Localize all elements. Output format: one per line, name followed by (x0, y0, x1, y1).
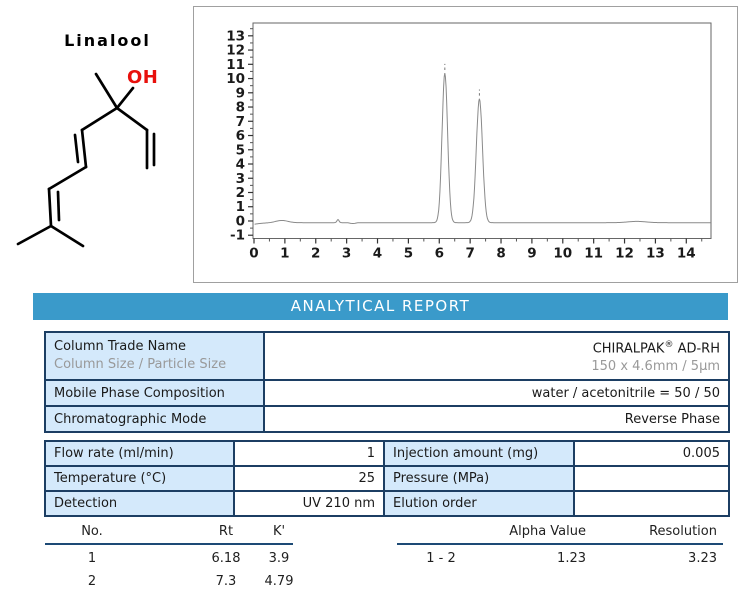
report-title-banner: ANALYTICAL REPORT (33, 293, 728, 320)
table-row (45, 380, 729, 406)
results-header-no: No. (81, 524, 103, 539)
resolution-header: Resolution (649, 524, 717, 539)
svg-text:11: 11 (584, 245, 604, 262)
svg-text:6: 6 (434, 245, 444, 262)
svg-text:9: 9 (235, 85, 245, 102)
mobile-phase-value: water / acetonitrile = 50 / 50 (264, 380, 729, 406)
value-main: CHIRALPAK® AD-RH (592, 340, 720, 357)
svg-text:2: 2 (311, 245, 321, 262)
chromatographic-mode-value: Reverse Phase (264, 406, 729, 432)
registered-mark: ® (664, 340, 674, 350)
alpha-value: 1.23 (557, 551, 586, 566)
svg-text:1: 1 (235, 199, 245, 216)
chromatogram-figure (193, 6, 738, 283)
svg-text:8: 8 (496, 245, 506, 262)
conditions-table (44, 440, 730, 517)
table-row (45, 406, 729, 432)
elution-order-label: Elution order (384, 491, 574, 516)
svg-text:12: 12 (226, 42, 245, 59)
svg-text:7: 7 (465, 245, 475, 262)
table-row (45, 466, 729, 491)
svg-text:5: 5 (403, 245, 414, 262)
value-sub: 150 x 4.6mm / 5µm (591, 359, 720, 375)
svg-text:2: 2 (235, 184, 245, 201)
svg-text:6: 6 (235, 128, 245, 145)
chromatogram-plot (194, 7, 737, 282)
svg-text:11: 11 (226, 56, 245, 73)
svg-text:8: 8 (235, 99, 245, 116)
svg-text:13: 13 (646, 245, 665, 262)
label-main: Column Trade Name (54, 339, 186, 355)
alpha-header: Alpha Value (509, 524, 586, 539)
column-trade-name-value (264, 332, 729, 380)
svg-text:7: 7 (235, 113, 245, 130)
table-row (45, 491, 729, 516)
svg-text:4: 4 (372, 245, 383, 262)
result-rt: 6.18 (211, 551, 241, 566)
results-header-rule (45, 543, 293, 545)
result-k: 3.9 (268, 551, 290, 566)
result-rt: 7.3 (215, 574, 237, 589)
separation-header-rule (397, 543, 723, 545)
results-header-rt: Rt (218, 524, 234, 539)
svg-text:4: 4 (235, 156, 245, 173)
result-k: 4.79 (264, 574, 294, 589)
svg-text:3: 3 (341, 245, 352, 262)
svg-text:10: 10 (226, 71, 245, 88)
molecule-structure (0, 0, 190, 270)
pressure-label: Pressure (MPa) (384, 466, 574, 491)
svg-text:10: 10 (553, 245, 573, 262)
svg-text:1: 1 (280, 245, 290, 262)
result-no: 2 (87, 574, 97, 589)
svg-text:13: 13 (226, 28, 245, 45)
label-sub: Column Size / Particle Size (54, 357, 227, 373)
detection-label: Detection (45, 491, 234, 516)
results-header-k: K' (272, 524, 286, 539)
svg-text:0: 0 (235, 213, 245, 230)
svg-text:14: 14 (676, 245, 696, 262)
svg-text:5: 5 (235, 142, 245, 159)
hydroxyl-label: OH (127, 67, 159, 88)
flow-rate-label: Flow rate (ml/min) (45, 441, 234, 466)
resolution-value: 3.23 (688, 551, 717, 566)
injection-amount-label: Injection amount (mg) (384, 441, 574, 466)
molecule-name: Linalool (64, 31, 151, 50)
pressure-value (574, 466, 729, 491)
mobile-phase-label: Mobile Phase Composition (45, 380, 264, 406)
injection-amount-value: 0.005 (574, 441, 729, 466)
elution-order-value (574, 491, 729, 516)
result-no: 1 (87, 551, 97, 566)
column-info-table (44, 331, 730, 433)
svg-text:9: 9 (527, 245, 537, 262)
svg-text:12: 12 (615, 245, 634, 262)
svg-text:0: 0 (249, 245, 259, 262)
svg-text:-1: -1 (230, 227, 245, 244)
temperature-value: 25 (234, 466, 384, 491)
svg-text:3: 3 (235, 170, 245, 187)
chromatographic-mode-label: Chromatographic Mode (45, 406, 264, 432)
column-trade-name-label (45, 332, 264, 380)
peak-pair: 1 - 2 (426, 551, 456, 566)
flow-rate-value: 1 (234, 441, 384, 466)
table-row (45, 441, 729, 466)
temperature-label: Temperature (°C) (45, 466, 234, 491)
table-row (45, 332, 729, 380)
detection-value: UV 210 nm (234, 491, 384, 516)
